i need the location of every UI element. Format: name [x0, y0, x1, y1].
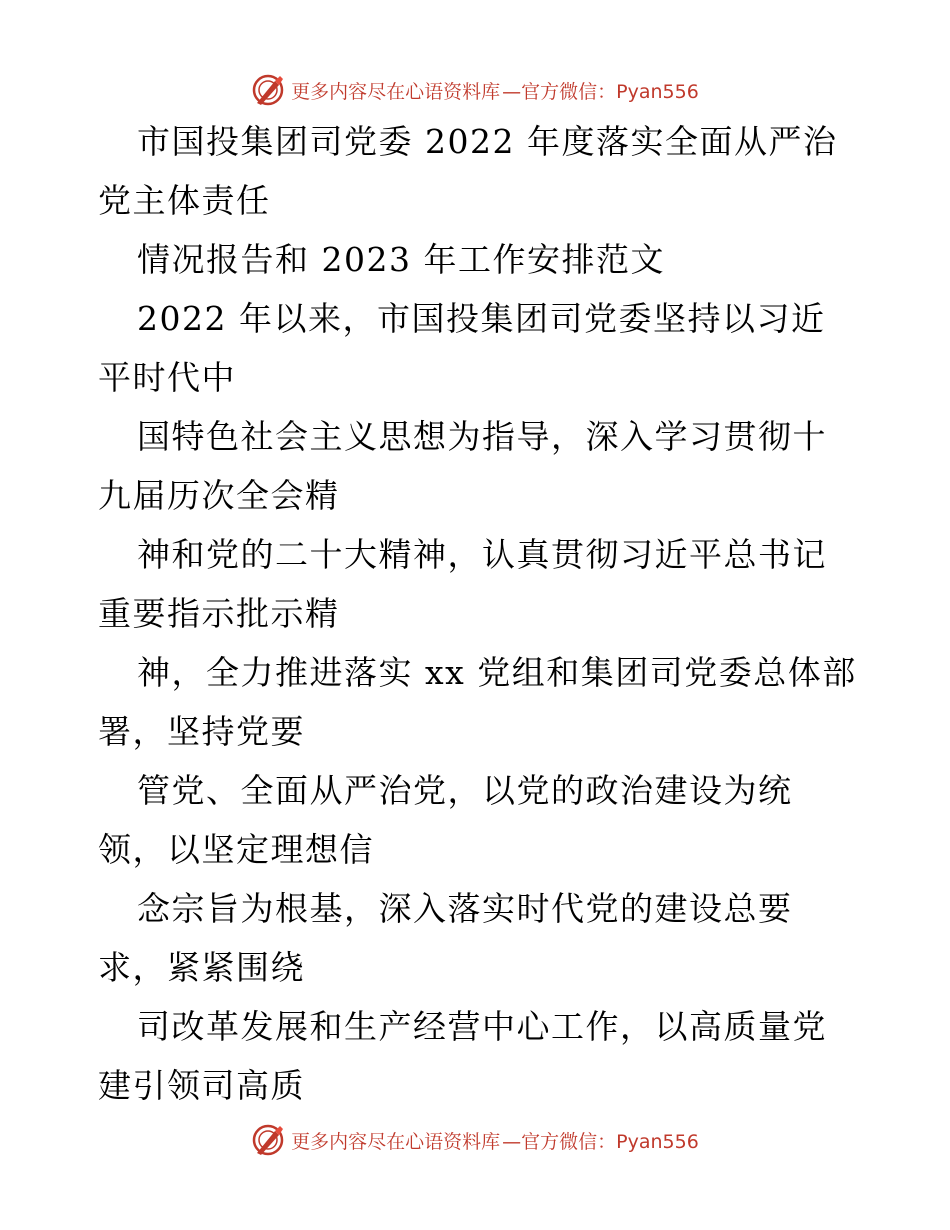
- banner-brand-text: 更多内容尽在心语资料库: [291, 1130, 501, 1153]
- pen-logo-icon: [251, 1123, 285, 1157]
- document-paragraph: 市国投集团司党委 2022 年度落实全面从严治党主体责任: [98, 122, 838, 220]
- document-paragraph: 神，全力推进落实 xx 党组和集团司党委总体部署，坚持党要: [98, 653, 857, 751]
- header-banner: [0, 70, 950, 110]
- banner-wechat-text: —官方微信：Pyan556: [502, 80, 699, 103]
- footer-banner: [0, 1120, 950, 1160]
- document-paragraph: 神和党的二十大精神，认真贯彻习近平总书记重要指示批示精: [98, 535, 827, 633]
- document-paragraph: 念宗旨为根基，深入落实时代党的建设总要求，紧紧围绕: [98, 889, 793, 987]
- banner-wechat-text: —官方微信：Pyan556: [502, 1130, 699, 1153]
- document-paragraph: 管党、全面从严治党，以党的政治建设为统领，以坚定理想信: [98, 771, 793, 869]
- document-paragraph: 国特色社会主义思想为指导，深入学习贯彻十九届历次全会精: [98, 417, 827, 515]
- document-paragraph: 2022 年以来，市国投集团司党委坚持以习近平时代中: [98, 299, 826, 397]
- pen-logo-icon: [251, 73, 285, 107]
- document-body: [98, 112, 858, 1115]
- banner-brand-text: 更多内容尽在心语资料库: [291, 80, 501, 103]
- document-paragraph: 司改革发展和生产经营中心工作，以高质量党建引领司高质: [98, 1007, 827, 1105]
- document-paragraph: 情况报告和 2023 年工作安排范文: [137, 240, 665, 279]
